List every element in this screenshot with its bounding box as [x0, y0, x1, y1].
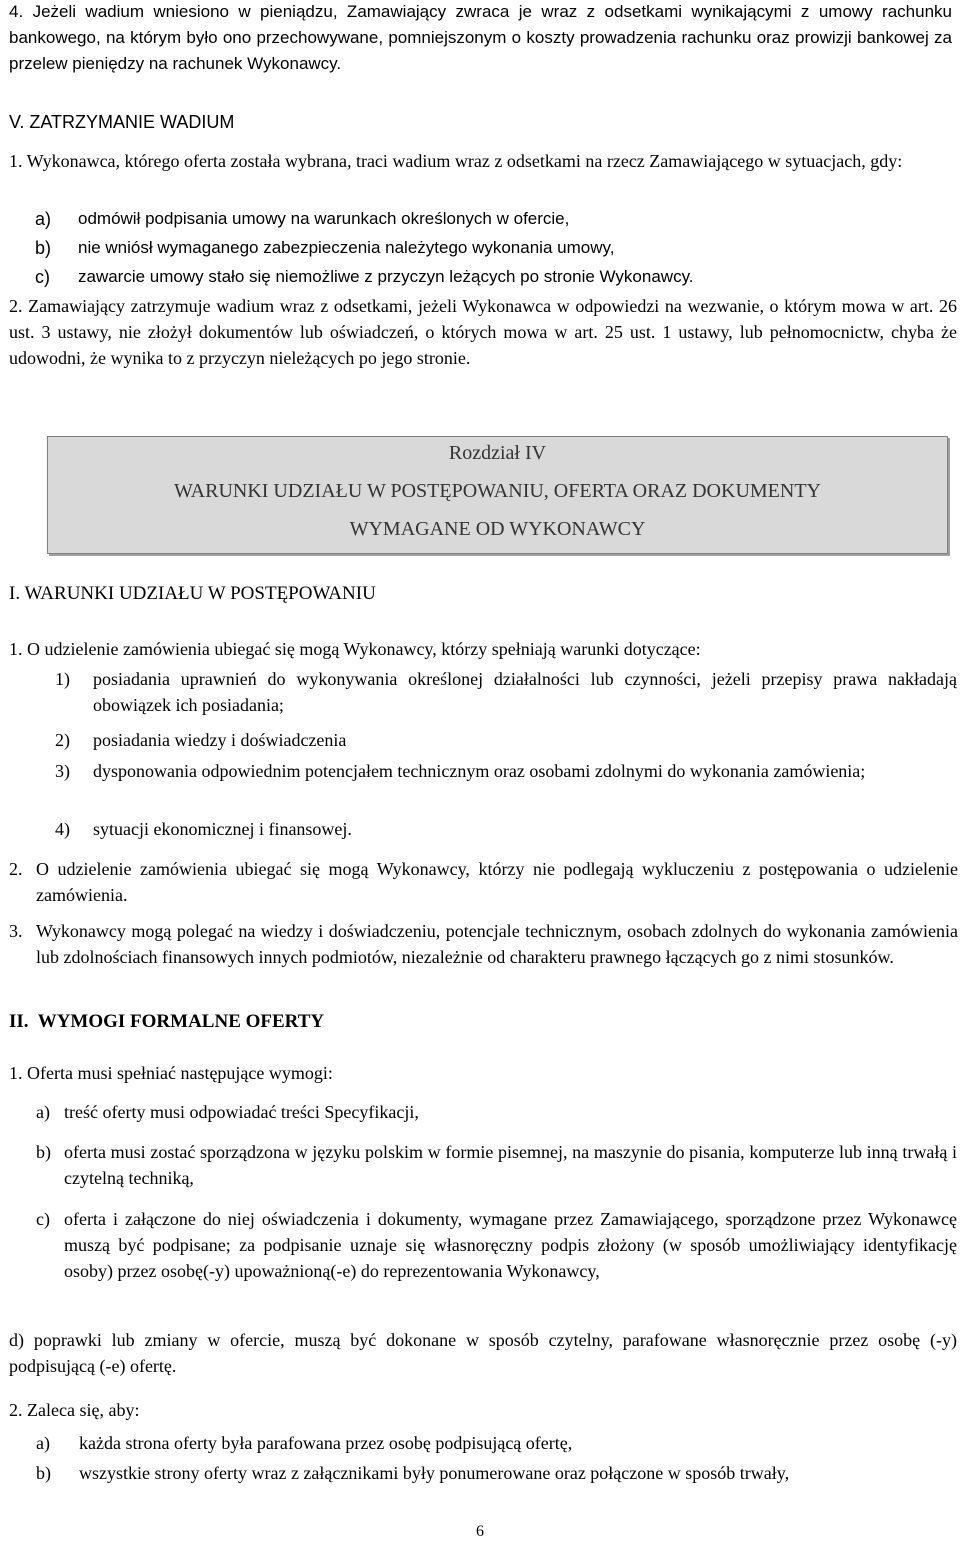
paragraph-ii1-intro: 1. Oferta musi spełniać następujące wymogi:	[9, 1063, 333, 1083]
list-item-text: oferta i załączone do niej oświadczenia i dokumenty, wymagane przez Zamawiającego, sporządzone przez Wykonawcę muszą być podpisane; za podpisanie uznaje się własnoręczny podpis złożony (w sposób umożliwiający identyfikację osoby) przez osobę(-y) upoważnioną(-e) do reprezentowania Wykonawcy,	[64, 1209, 957, 1281]
chapter-heading-box	[47, 436, 948, 554]
item-label: 4)	[55, 819, 70, 839]
list-item-text: oferta musi zostać sporządzona w języku polskim w formie pisemnej, na maszynie do pisania, komputerze lub inną trwałą i czytelną techniką,	[64, 1142, 957, 1188]
list-item-text: nie wniósł wymaganego zabezpieczenia należytego wykonania umowy,	[78, 238, 615, 257]
item-label: 3.	[9, 921, 23, 941]
section-v-title: V. ZATRZYMANIE WADIUM	[9, 112, 235, 132]
paragraph-i2: O udzielenie zamówienia ubiegać się mogą Wykonawcy, którzy nie podlegają wykluczeniu z postępowania o udzielenie zamówienia.	[36, 859, 958, 905]
item-label: c)	[36, 1209, 50, 1229]
chapter-number: Rozdział IV	[448, 442, 547, 464]
section-ii-title: II. WYMOGI FORMALNE OFERTY	[9, 1011, 325, 1032]
list-item-text: odmówił podpisania umowy na warunkach określonych w ofercie,	[78, 209, 570, 228]
chapter-title-line1: WARUNKI UDZIAŁU W POSTĘPOWANIU, OFERTA ORAZ DOKUMENTY	[174, 480, 821, 502]
chapter-title-line2: WYMAGANE OD WYKONAWCY	[349, 518, 646, 540]
paragraph-4: 4. Jeżeli wadium wniesiono w pieniądzu, Zamawiający zwraca je wraz z odsetkami wynikającymi z umowy rachunku bankowego, na którym było ono przechowywane, pomniejszonym o koszty prowadzenia rachunku oraz prowizji bankowej za przelew pieniędzy na rachunek Wykonawcy.	[9, 2, 952, 73]
item-label: 2.	[9, 859, 23, 879]
list-item-text: wszystkie strony oferty wraz z załącznikami były ponumerowane oraz połączone w sposób trwały,	[79, 1463, 790, 1483]
item-label: b)	[35, 238, 52, 258]
list-item-text: zawarcie umowy stało się niemożliwe z przyczyn leżących po stronie Wykonawcy.	[78, 267, 694, 286]
list-item-text: każda strona oferty była parafowana przez osobę podpisującą ofertę,	[79, 1433, 573, 1453]
list-item-text: treść oferty musi odpowiadać treści Specyfikacji,	[64, 1102, 419, 1122]
paragraph-v2: 2. Zamawiający zatrzymuje wadium wraz z odsetkami, jeżeli Wykonawca w odpowiedzi na wezwanie, o którym mowa w art. 26 ust. 3 ustawy, nie złożył dokumentów lub oświadczeń, o których mowa w art. 25 ust. 1 ustawy, lub pełnomocnictw, chyba że udowodni, że wynika to z przyczyn nieleżących po jego stronie.	[9, 296, 957, 368]
paragraph-v1-intro: 1. Wykonawca, którego oferta została wybrana, traci wadium wraz z odsetkami na rzecz Zamawiającego w sytuacjach, gdy:	[9, 151, 903, 171]
paragraph-i3: Wykonawcy mogą polegać na wiedzy i doświadczeniu, potencjale technicznym, osobach zdolnych do wykonania zamówienia lub zdolnościach finansowych innych podmiotów, niezależnie od charakteru prawnego łączących go z nimi stosunków.	[36, 921, 958, 967]
item-label: a)	[35, 209, 52, 229]
list-item-text: posiadania uprawnień do wykonywania określonej działalności lub czynności, jeżeli przepisy prawa nakładają obowiązek ich posiadania;	[93, 669, 957, 715]
paragraph-ii2-intro: 2. Zaleca się, aby:	[9, 1400, 140, 1420]
section-i-title: I. WARUNKI UDZIAŁU W POSTĘPOWANIU	[9, 583, 376, 604]
item-label: 2)	[55, 730, 70, 750]
item-label: a)	[36, 1433, 50, 1453]
item-label: 3)	[55, 761, 70, 781]
paragraph-ii1-d: d) poprawki lub zmiany w ofercie, muszą być dokonane w sposób czytelny, parafowane własnoręcznie przez osobę (-y) podpisującą (-e) ofertę.	[9, 1330, 957, 1376]
list-item-text: dysponowania odpowiednim potencjałem technicznym oraz osobami zdolnymi do wykonania zamówienia;	[93, 761, 866, 781]
item-label: c)	[35, 267, 50, 287]
item-label: 1)	[55, 669, 70, 689]
list-item-text: sytuacji ekonomicznej i finansowej.	[93, 819, 352, 839]
item-label: b)	[36, 1142, 51, 1162]
list-item-text: posiadania wiedzy i doświadczenia	[93, 730, 347, 750]
item-label: b)	[36, 1463, 51, 1483]
paragraph-i1-intro: 1. O udzielenie zamówienia ubiegać się mogą Wykonawcy, którzy spełniają warunki dotyczące:	[9, 639, 701, 659]
item-label: a)	[36, 1102, 50, 1122]
page-number: 6	[476, 1523, 484, 1540]
